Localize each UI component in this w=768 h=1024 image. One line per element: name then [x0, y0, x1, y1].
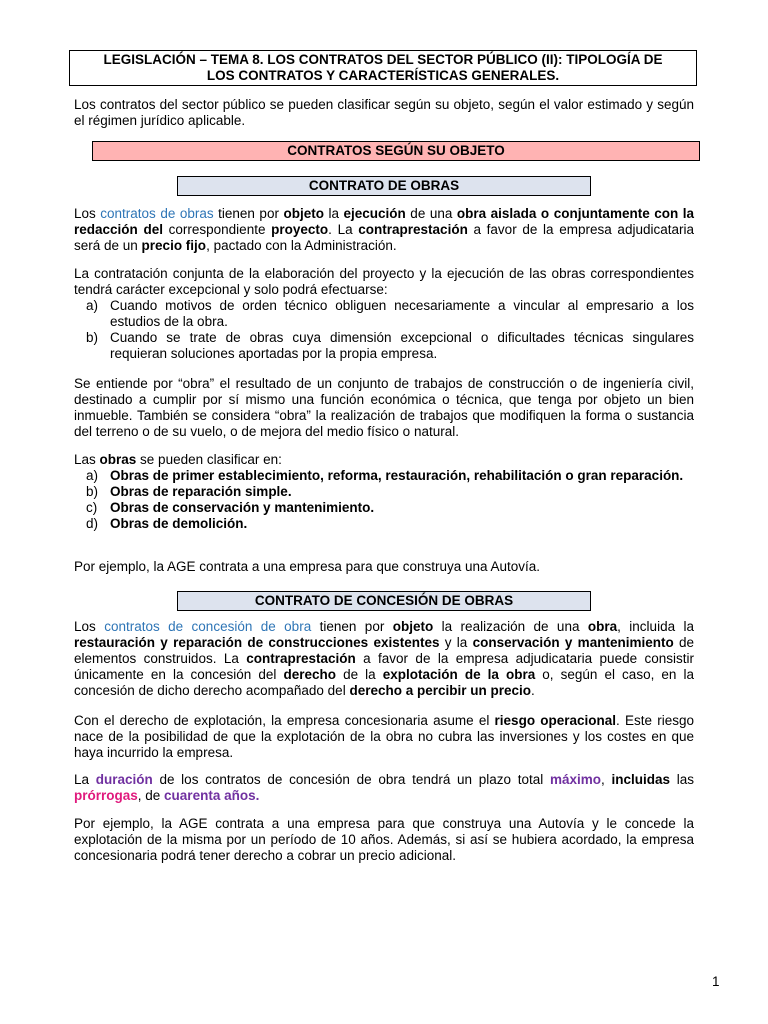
list-item: b) Obras de reparación simple.	[86, 484, 292, 499]
list-item: a) Cuando motivos de orden técnico obliguen necesariamente a vincular al empresario a los estudios de la obra.	[86, 298, 694, 329]
intro-paragraph: Los contratos del sector público se pueden clasificar según su objeto, según el valor estimado y según el régimen jurídico aplicable.	[74, 97, 694, 128]
obras-joint-contracting-paragraph: La contratación conjunta de la elaboración del proyecto y la ejecución de las obras correspondientes tendrá carácter excepcional y solo podrá efectuarse:	[74, 266, 694, 297]
concesion-definition-paragraph: Los contratos de concesión de obra tienen por objeto la realización de una obra, incluida la restauración y reparación de construcciones existentes y la conservación y mantenimiento de elementos construidos. La contraprestación a favor de la empresa adjudicataria puede consistir únicamente en la concesión del derecho de la explotación de la obra o, según el caso, en la concesión de dicho derecho acompañado del derecho a percibir un precio.	[74, 619, 694, 698]
document-title-line2: LOS CONTRATOS Y CARACTERÍSTICAS GENERALES.	[206, 68, 560, 83]
list-item: c) Obras de conservación y mantenimiento.	[86, 500, 375, 515]
obras-definition-paragraph: Los contratos de obras tienen por objeto la ejecución de una obra aislada o conjuntamente con la redacción del correspondiente proyecto. La contraprestación a favor de la empresa adjudicataria será de un precio fijo, pactado con la Administración.	[74, 206, 694, 253]
list-item: a) Obras de primer establecimiento, reforma, restauración, rehabilitación o gran reparación.	[86, 468, 684, 483]
obras-example-paragraph: Por ejemplo, la AGE contrata a una empresa para que construya una Autovía.	[74, 559, 541, 574]
concesion-example-paragraph: Por ejemplo, la AGE contrata a una empresa para que construya una Autovía y le concede la explotación de la misma por un período de 10 años. Además, si así se hubiera acordado, la empresa concesionaria podrá tener derecho a cobrar un precio adicional.	[74, 816, 694, 863]
obras-joint-conditions-list	[74, 298, 694, 362]
list-item: d) Obras de demolición.	[86, 516, 248, 531]
section-header-objeto: CONTRATOS SEGÚN SU OBJETO	[92, 141, 700, 161]
document-title-line1: LEGISLACIÓN – TEMA 8. LOS CONTRATOS DEL SECTOR PÚBLICO (II): TIPOLOGÍA DE	[103, 52, 663, 67]
document-title	[69, 50, 697, 86]
subsection-header-obras: CONTRATO DE OBRAS	[177, 176, 591, 196]
duracion-paragraph: La duración de los contratos de concesión de obra tendrá un plazo total máximo, incluidas las prórrogas, de cuarenta años.	[74, 772, 694, 803]
obra-definition-paragraph: Se entiende por “obra” el resultado de un conjunto de trabajos de construcción o de ingeniería civil, destinado a cumplir por sí mismo una función económica o técnica, que tenga por objeto un bien inmueble. También se considera “obra” la realización de trabajos que modifiquen la forma o sustancia del terreno o de su vuelo, o de mejora del medio físico o natural.	[74, 376, 694, 439]
subsection-header-concesion: CONTRATO DE CONCESIÓN DE OBRAS	[177, 591, 591, 611]
riesgo-operacional-paragraph: Con el derecho de explotación, la empresa concesionaria asume el riesgo operacional. Este riesgo nace de la posibilidad de que la explotación de la obra no cubra las inversiones y los costes en que haya incurrido la empresa.	[74, 713, 694, 760]
page-number: 1	[712, 974, 720, 989]
list-item: b) Cuando se trate de obras cuya dimensión excepcional o dificultades técnicas singulares requieran soluciones aportadas por la propia empresa.	[86, 330, 694, 361]
obras-classification-intro: Las obras se pueden clasificar en:	[74, 452, 282, 467]
obras-classification-list	[74, 468, 694, 532]
